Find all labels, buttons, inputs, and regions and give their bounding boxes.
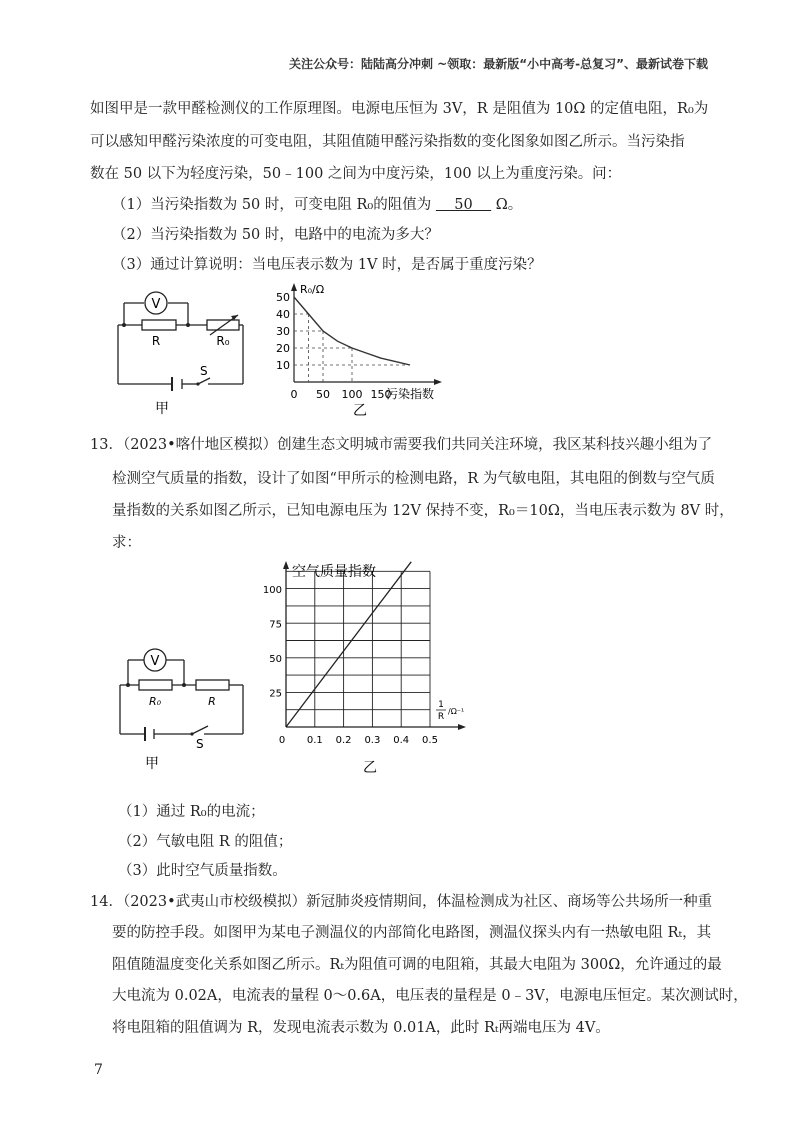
q13-x-tick-2: 0.2	[335, 735, 352, 746]
q13-x-tick-3: 0.3	[364, 735, 381, 746]
q13-line-1-text: （2023•喀什地区模拟）创建生态文明城市需要我们共同关注环境，我区某科技兴趣小组为了	[122, 437, 713, 453]
r0-label: R₀	[216, 334, 230, 348]
q13-x-tick-5: 0.5	[422, 735, 438, 746]
q13-x-tick-1: 0.1	[306, 735, 323, 746]
q12-sub1-unit: Ω。	[495, 197, 523, 213]
q13-line-3: 量指数的关系如图乙所示，已知电源电压为 12V 保持不变，R₀＝10Ω，当电压表示数为 8V 时，	[112, 503, 734, 519]
q12-sub1-text: （1）当污染指数为 50 时，可变电阻 R₀的阻值为	[112, 197, 432, 213]
fig-caption-jia: 甲	[155, 401, 169, 417]
q13-sub2: （2）气敏电阻 R 的阻值；	[118, 834, 293, 850]
q13-chart-xlabel-unit: /Ω⁻¹	[448, 707, 465, 716]
q14-line-4: 大电流为 0.02A，电流表的量程 0～0.6A，电压表的量程是 0﹣3V，电源电压恒定。某次测试时，	[112, 988, 748, 1004]
q13-air-quality-chart	[262, 557, 472, 777]
q13-fig-caption-jia: 甲	[145, 756, 159, 772]
q14-line-3: 阻值随温度变化关系如图乙所示。Rₜ为阻值可调的电阻箱，其最大电阻为 300Ω，允许通过的最	[112, 957, 722, 973]
q12-y-tick-0: 10	[276, 359, 290, 372]
q13-chart-line	[286, 562, 411, 727]
q14-line-5: 将电阻箱的阻值调为 R，发现电流表示数为 0.01A，此时 Rₜ两端电压为 4V。	[112, 1020, 610, 1036]
q12-sub1	[112, 193, 522, 214]
q13-chart-xlabel-den: R	[437, 712, 445, 722]
q12-line-3: 数在 50 以下为轻度污染，50﹣100 之间为中度污染，100 以上为重度污染。问：	[90, 166, 622, 182]
q12-x-tick-0: 0	[290, 388, 298, 401]
r-label: R	[151, 334, 161, 348]
q12-x-tick-3: 150	[370, 388, 392, 401]
q13-line-1	[90, 433, 712, 454]
q12-sub3: （3）通过计算说明：当电压表示数为 1V 时，是否属于重度污染？	[112, 257, 542, 273]
q13-chart-xlabel-num: 1	[438, 700, 444, 710]
page-header: 关注公众号：陆陆高分冲刺 ~领取：最新版“小中高考-总复习”、最新试卷下载	[289, 57, 708, 71]
q12-x-tick-1: 50	[316, 388, 330, 401]
q14-line-1-text: （2023•武夷山市校级模拟）新冠肺炎疫情期间，体温检测成为社区、商场等公共场所一种重	[122, 894, 713, 910]
q12-circuit-diagram	[110, 285, 250, 420]
q12-y-tick-3: 40	[276, 308, 290, 321]
q14-line-1	[90, 890, 712, 911]
q14-number: 14．	[90, 894, 123, 910]
page-number: 7	[94, 1062, 103, 1078]
voltmeter-label: V	[151, 297, 161, 312]
q13-line-4: 求：	[112, 535, 141, 551]
fig-caption-yi: 乙	[353, 403, 367, 419]
q12-y-tick-4: 50	[276, 291, 290, 304]
q13-voltmeter-label: V	[150, 654, 160, 669]
q13-sub1: （1）通过 R₀的电流；	[118, 804, 265, 820]
q13-y-tick-2: 75	[269, 619, 282, 631]
q13-sub3: （3）此时空气质量指数。	[118, 863, 287, 879]
q13-chart-ylabel: 空气质量指数	[292, 564, 376, 580]
q13-x-tick-0: 0	[278, 735, 286, 746]
q12-line-1: 如图甲是一款甲醛检测仪的工作原理图。电源电压恒为 3V，R 是阻值为 10Ω 的定值电阻，R₀为	[90, 101, 709, 117]
q13-fig-caption-yi: 乙	[363, 760, 377, 776]
q13-y-tick-3: 100	[262, 584, 282, 596]
q12-x-tick-2: 100	[341, 388, 363, 401]
q12-sub2: （2）当污染指数为 50 时，电路中的电流为多大？	[112, 227, 439, 243]
q13-r-label: R	[208, 695, 216, 708]
q12-y-tick-2: 30	[276, 325, 290, 338]
q14-line-2: 要的防控手段。如图甲为某电子测温仪的内部简化电路图，测温仪探头内有一热敏电阻 Rₜ，其	[112, 925, 712, 941]
q12-chart-xlabel: 污染指数	[386, 387, 435, 401]
switch-label: S	[200, 364, 208, 378]
q13-circuit-diagram	[112, 640, 252, 775]
q12-line-2: 可以感知甲醛污染浓度的可变电阻，其阻值随甲醛污染指数的变化图象如图乙所示。当污染指	[90, 134, 685, 150]
q13-x-tick-4: 0.4	[393, 735, 410, 746]
q13-y-tick-0: 25	[269, 688, 282, 700]
q13-line-2: 检测空气质量的指数，设计了如图“甲所示的检测电路，R 为气敏电阻，其电阻的倒数与空气质	[112, 471, 715, 487]
q12-sub1-answer: 50	[435, 197, 492, 213]
q12-resistance-chart	[268, 280, 473, 420]
q12-chart-ylabel: R₀/Ω	[300, 283, 325, 296]
q12-y-tick-1: 20	[276, 342, 290, 355]
q13-number: 13．	[90, 437, 123, 453]
q13-y-tick-1: 50	[269, 653, 282, 665]
q13-r0-label: R₀	[148, 695, 162, 708]
q13-switch-label: S	[196, 737, 204, 751]
